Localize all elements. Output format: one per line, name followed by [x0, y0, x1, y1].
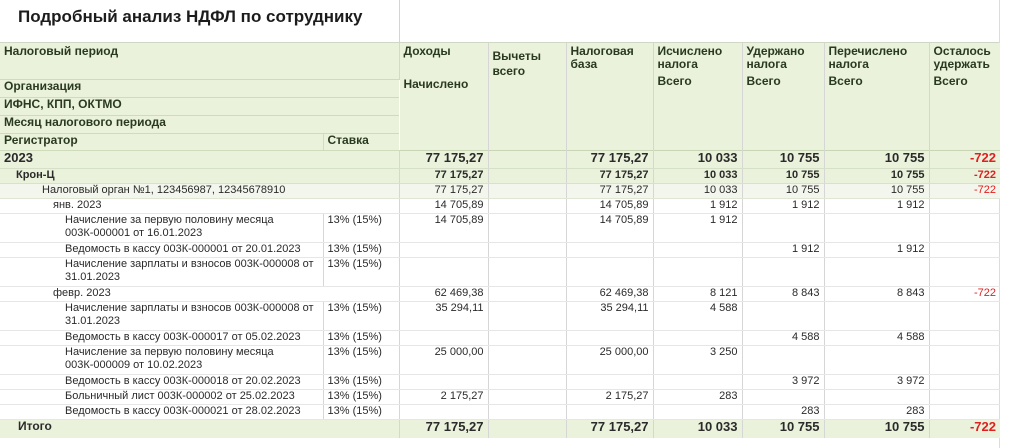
- income-cell: 35 294,11: [399, 302, 488, 331]
- header-income-sub: Начислено: [403, 77, 469, 91]
- remaining-cell: [929, 405, 1000, 420]
- transferred-cell: 10 755: [824, 151, 929, 169]
- deductions-cell: [488, 405, 566, 420]
- transferred-cell: 1 912: [824, 199, 929, 214]
- remaining-cell: [929, 258, 1000, 287]
- calculated-cell: [653, 405, 742, 420]
- title-band: [0, 0, 400, 42]
- tax-office-row[interactable]: [0, 184, 1000, 199]
- income-cell: 62 469,38: [399, 287, 488, 302]
- income-cell: [399, 375, 488, 390]
- tax-base-cell: 14 705,89: [566, 199, 653, 214]
- total-row: [0, 420, 1000, 439]
- tax-base-cell: 35 294,11: [566, 302, 653, 331]
- withheld-cell: [742, 390, 824, 405]
- header-spacer: [404, 58, 484, 78]
- period-row[interactable]: [0, 151, 1000, 169]
- header-row-1: [0, 43, 1000, 80]
- rate-cell: 13% (15%): [323, 258, 399, 287]
- remaining-cell: -722: [929, 169, 1000, 184]
- total-withheld: 10 755: [742, 420, 824, 439]
- header-tax-base: Налоговая база: [566, 43, 653, 151]
- transferred-cell: 1 912: [824, 243, 929, 258]
- tax-base-cell: 2 175,27: [566, 390, 653, 405]
- document-row[interactable]: [0, 258, 1000, 287]
- header-transferred-cell: [824, 43, 929, 151]
- header-calculated-cell: [653, 43, 742, 151]
- deductions-cell: [488, 331, 566, 346]
- header-registrar: Регистратор: [0, 134, 323, 151]
- total-calculated: 10 033: [653, 420, 742, 439]
- tax-base-cell: [566, 258, 653, 287]
- rate-cell: 13% (15%): [323, 302, 399, 331]
- header-calculated-sub: Всего: [657, 74, 692, 88]
- document-row[interactable]: [0, 346, 1000, 375]
- tax-base-cell: 77 175,27: [566, 169, 653, 184]
- tax-base-cell: 77 175,27: [566, 184, 653, 199]
- remaining-cell: -722: [929, 151, 1000, 169]
- rate-cell: 13% (15%): [323, 243, 399, 258]
- withheld-cell: [742, 214, 824, 243]
- calculated-cell: 1 912: [653, 199, 742, 214]
- document-row[interactable]: [0, 243, 1000, 258]
- registrar-cell: Больничный лист 003К-000002 от 25.02.2023: [0, 390, 323, 405]
- registrar-cell: Ведомость в кассу 003К-000021 от 28.02.2023: [0, 405, 323, 420]
- rate-cell: 13% (15%): [323, 331, 399, 346]
- withheld-cell: 4 588: [742, 331, 824, 346]
- tax-base-cell: [566, 331, 653, 346]
- rate-cell: 13% (15%): [323, 375, 399, 390]
- rate-cell: 13% (15%): [323, 214, 399, 243]
- registrar-cell: Ведомость в кассу 003К-000018 от 20.02.2023: [0, 375, 323, 390]
- rate-cell: 13% (15%): [323, 390, 399, 405]
- document-row[interactable]: [0, 405, 1000, 420]
- document-row[interactable]: [0, 302, 1000, 331]
- deductions-cell: [488, 214, 566, 243]
- total-label: Итого: [0, 420, 399, 439]
- rate-cell: 13% (15%): [323, 405, 399, 420]
- header-deductions: Вычеты всего: [488, 43, 566, 151]
- calculated-cell: [653, 258, 742, 287]
- remaining-cell: -722: [929, 287, 1000, 302]
- calculated-cell: 4 588: [653, 302, 742, 331]
- header-transferred-sub: Всего: [828, 74, 863, 88]
- withheld-cell: 8 843: [742, 287, 824, 302]
- total-income: 77 175,27: [399, 420, 488, 439]
- total-remaining: -722: [929, 420, 1000, 439]
- tax-base-cell: [566, 243, 653, 258]
- income-cell: 14 705,89: [399, 199, 488, 214]
- deductions-cell: [488, 287, 566, 302]
- deductions-cell: [488, 302, 566, 331]
- document-row[interactable]: [0, 375, 1000, 390]
- remaining-cell: [929, 346, 1000, 375]
- document-row[interactable]: [0, 214, 1000, 243]
- income-cell: 25 000,00: [399, 346, 488, 375]
- document-row[interactable]: [0, 390, 1000, 405]
- registrar-cell: Начисление зарплаты и взносов 003К-000008 от 31.01.2023: [0, 302, 323, 331]
- grouping-label: февр. 2023: [0, 287, 399, 302]
- ndfl-report-table: [0, 43, 1000, 438]
- organization-row[interactable]: [0, 169, 1000, 184]
- income-cell: 77 175,27: [399, 184, 488, 199]
- header-tax-period: Налоговый период: [0, 43, 399, 80]
- grouping-label: янв. 2023: [0, 199, 399, 214]
- tax-base-cell: [566, 375, 653, 390]
- income-cell: 2 175,27: [399, 390, 488, 405]
- remaining-cell: [929, 214, 1000, 243]
- tax-base-cell: 62 469,38: [566, 287, 653, 302]
- deductions-cell: [488, 199, 566, 214]
- remaining-cell: [929, 243, 1000, 258]
- deductions-cell: [488, 243, 566, 258]
- registrar-cell: Начисление за первую половину месяца 003К-000001 от 16.01.2023: [0, 214, 323, 243]
- deductions-cell: [488, 184, 566, 199]
- document-row[interactable]: [0, 331, 1000, 346]
- tax-base-cell: 25 000,00: [566, 346, 653, 375]
- header-income: Доходы: [403, 44, 451, 58]
- header-remaining-sub: Всего: [933, 74, 968, 88]
- header-withheld-cell: [742, 43, 824, 151]
- month-row[interactable]: [0, 199, 1000, 214]
- tax-base-cell: 77 175,27: [566, 151, 653, 169]
- tax-base-cell: 14 705,89: [566, 214, 653, 243]
- registrar-cell: Ведомость в кассу 003К-000017 от 05.02.2023: [0, 331, 323, 346]
- calculated-cell: 283: [653, 390, 742, 405]
- transferred-cell: 283: [824, 405, 929, 420]
- withheld-cell: 1 912: [742, 199, 824, 214]
- deductions-cell: [488, 390, 566, 405]
- calculated-cell: 10 033: [653, 151, 742, 169]
- grouping-label: Крон-Ц: [0, 169, 399, 184]
- deductions-cell: [488, 258, 566, 287]
- withheld-cell: 1 912: [742, 243, 824, 258]
- report-title: Подробный анализ НДФЛ по сотруднику: [18, 7, 363, 26]
- month-row[interactable]: [0, 287, 1000, 302]
- rate-cell: 13% (15%): [323, 346, 399, 375]
- remaining-cell: [929, 331, 1000, 346]
- calculated-cell: 10 033: [653, 169, 742, 184]
- deductions-cell: [488, 151, 566, 169]
- income-cell: [399, 258, 488, 287]
- deductions-cell: [488, 375, 566, 390]
- withheld-cell: [742, 258, 824, 287]
- transferred-cell: 10 755: [824, 169, 929, 184]
- tax-base-cell: [566, 405, 653, 420]
- header-withheld-sub: Всего: [746, 74, 781, 88]
- transferred-cell: 4 588: [824, 331, 929, 346]
- income-cell: [399, 243, 488, 258]
- withheld-cell: 3 972: [742, 375, 824, 390]
- total-deductions: [488, 420, 566, 439]
- grouping-label: Налоговый орган №1, 123456987, 12345678910: [0, 184, 399, 199]
- calculated-cell: 1 912: [653, 214, 742, 243]
- remaining-cell: [929, 302, 1000, 331]
- registrar-cell: Ведомость в кассу 003К-000001 от 20.01.2023: [0, 243, 323, 258]
- remaining-cell: [929, 375, 1000, 390]
- header-withheld: Удержано налога: [746, 44, 805, 71]
- header-remaining: Осталось удержать: [933, 44, 991, 71]
- withheld-cell: [742, 346, 824, 375]
- income-cell: 14 705,89: [399, 214, 488, 243]
- header-transferred: Перечислено налога: [828, 44, 908, 71]
- transferred-cell: [824, 258, 929, 287]
- calculated-cell: [653, 331, 742, 346]
- calculated-cell: 10 033: [653, 184, 742, 199]
- header-income-cell: [399, 43, 488, 151]
- remaining-cell: -722: [929, 184, 1000, 199]
- header-remaining-cell: [929, 43, 1000, 151]
- report-body: [0, 151, 1000, 420]
- income-cell: [399, 405, 488, 420]
- registrar-cell: Начисление за первую половину месяца 003К-000009 от 10.02.2023: [0, 346, 323, 375]
- remaining-cell: [929, 199, 1000, 214]
- calculated-cell: 3 250: [653, 346, 742, 375]
- transferred-cell: [824, 390, 929, 405]
- calculated-cell: [653, 375, 742, 390]
- calculated-cell: 8 121: [653, 287, 742, 302]
- total-base: 77 175,27: [566, 420, 653, 439]
- income-cell: [399, 331, 488, 346]
- transferred-cell: 3 972: [824, 375, 929, 390]
- withheld-cell: [742, 302, 824, 331]
- header-ifns: ИФНС, КПП, ОКТМО: [0, 98, 399, 116]
- income-cell: 77 175,27: [399, 169, 488, 184]
- withheld-cell: 283: [742, 405, 824, 420]
- total-transferred: 10 755: [824, 420, 929, 439]
- transferred-cell: [824, 214, 929, 243]
- withheld-cell: 10 755: [742, 169, 824, 184]
- calculated-cell: [653, 243, 742, 258]
- remaining-cell: [929, 390, 1000, 405]
- header-rate: Ставка: [323, 134, 399, 151]
- header-organization: Организация: [0, 80, 399, 98]
- transferred-cell: [824, 302, 929, 331]
- grouping-label: 2023: [0, 151, 399, 169]
- withheld-cell: 10 755: [742, 184, 824, 199]
- registrar-cell: Начисление зарплаты и взносов 003К-000008 от 31.01.2023: [0, 258, 323, 287]
- income-cell: 77 175,27: [399, 151, 488, 169]
- deductions-cell: [488, 346, 566, 375]
- transferred-cell: 8 843: [824, 287, 929, 302]
- deductions-cell: [488, 169, 566, 184]
- transferred-cell: [824, 346, 929, 375]
- transferred-cell: 10 755: [824, 184, 929, 199]
- header-month: Месяц налогового периода: [0, 116, 399, 134]
- header-calculated: Исчислено налога: [657, 44, 723, 71]
- withheld-cell: 10 755: [742, 151, 824, 169]
